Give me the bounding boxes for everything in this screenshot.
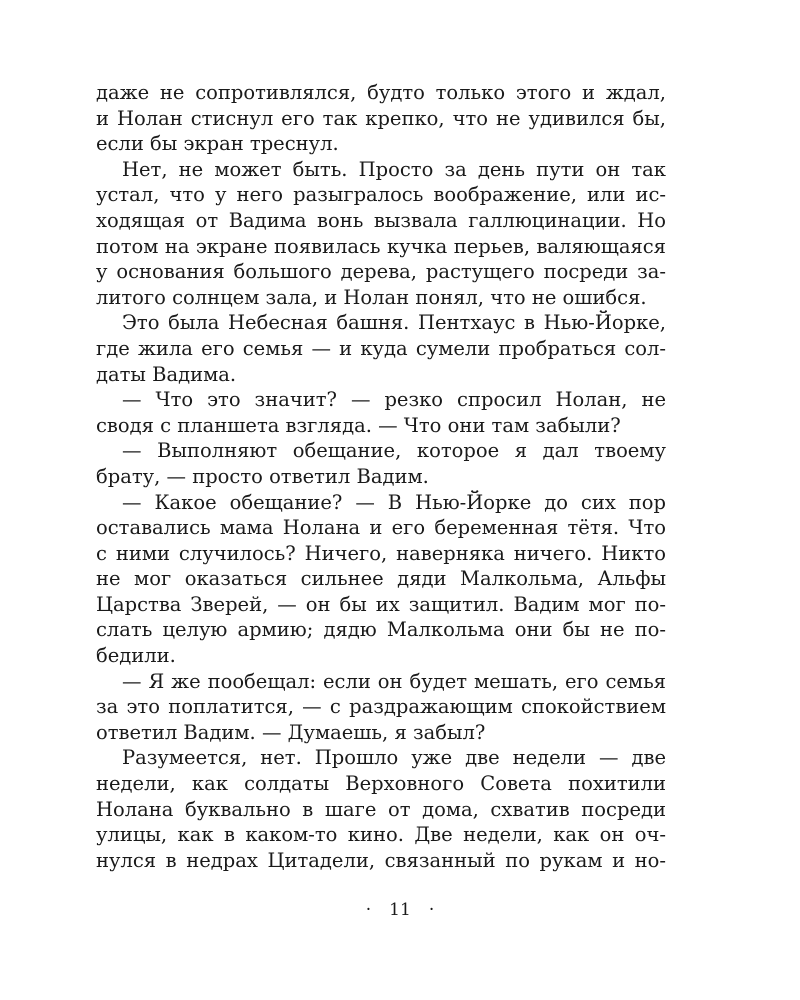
text-line: брату, — просто ответил Вадим. [96, 464, 429, 488]
text-line: ходящая от Вадима вонь вызвала галлюцинации. Но [96, 208, 666, 232]
text-line: Царства Зверей, — он бы их защитил. Вадим мог по- [96, 592, 666, 616]
text-line: устал, что у него разыгралось воображение, или ис- [96, 183, 666, 207]
text-line: за это поплатится, — с раздражающим спокойствием [96, 695, 666, 719]
text-line: не мог оказаться сильнее дяди Малкольма, Альфы [96, 567, 666, 591]
text-line: ответил Вадим. — Думаешь, я забыл? [96, 720, 486, 744]
page-number-right-dot: · [428, 900, 435, 920]
page-footer [0, 899, 800, 921]
text-line: Нет, не может быть. Просто за день пути он так [122, 157, 666, 181]
text-line: — Что это значит? — резко спросил Нолан, не [122, 388, 666, 412]
text-line: даты Вадима. [96, 362, 237, 386]
text-line: если бы экран треснул. [96, 132, 339, 156]
text-line: Нолана буквально в шаге от дома, схватив посреди [96, 797, 666, 821]
page-number: 11 [389, 900, 411, 920]
text-line: и Нолан стиснул его так крепко, что не удивился бы, [96, 106, 666, 130]
text-line: улицы, как в каком-то кино. Две недели, как он оч- [96, 823, 666, 847]
text-line: — Я же пообещал: если он будет мешать, его семья [122, 669, 666, 693]
text-line: даже не сопротивлялся, будто только этого и ждал, [96, 81, 666, 104]
text-line: слать целую армию; дядю Малкольма они бы не по- [96, 618, 666, 642]
text-line: где жила его семья — и куда сумели пробраться сол- [96, 336, 666, 360]
text-line: Разумеется, нет. Прошло уже две недели — две [122, 746, 666, 770]
text-line: у основания большого дерева, растущего посреди за- [96, 260, 666, 284]
page-number-left-dot: · [365, 900, 372, 920]
text-line: потом на экране появилась кучка перьев, валяющаяся [96, 234, 666, 258]
text-line: нулся в недрах Цитадели, связанный по рукам и но- [96, 848, 666, 872]
text-line: с ними случилось? Ничего, наверняка ничего. Никто [96, 541, 666, 565]
text-line: — Выполняют обещание, которое я дал твоему [122, 439, 666, 463]
body-text [96, 80, 666, 873]
text-line: недели, как солдаты Верховного Совета похитили [96, 772, 666, 796]
text-line: бедили. [96, 644, 176, 668]
text-line: сводя с планшета взгляда. — Что они там забыли? [96, 413, 621, 437]
text-line: оставались мама Нолана и его беременная тётя. Что [96, 516, 666, 540]
text-line: — Какое обещание? — В Нью-Йорке до сих пор [122, 490, 666, 514]
text-line: литого солнцем зала, и Нолан понял, что не ошибся. [96, 285, 647, 309]
text-line: Это была Небесная башня. Пентхаус в Нью-Йорке, [122, 311, 666, 335]
